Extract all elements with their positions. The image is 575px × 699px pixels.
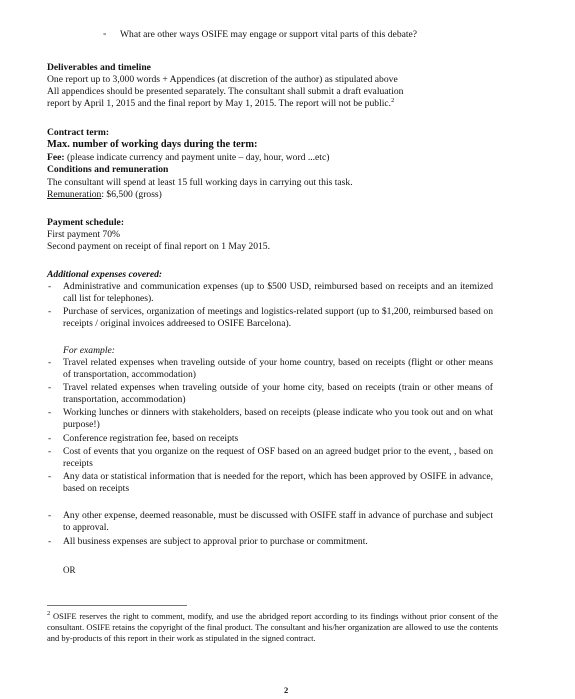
fee-line: Fee: (please indicate currency and payment unite – day, hour, word ...etc) [47, 152, 330, 163]
deliverables-line-2: All appendices should be presented separately. The consultant shall submit a draft evaluation [47, 86, 404, 97]
footnote: $^2$ OSIFE reserves the right to comment, modify, and use the abridged report according to its findings without prior consent of the consultant. OSIFE retains the copyright of the final product. The consultant and his/her organization are allowed to use the contents and by-products of this report in their work as stipulated in the signed contract. [47, 610, 498, 644]
contract-heading: Contract term: [47, 127, 110, 138]
list-item: - All business expenses are subject to approval prior to purchase or commitment. [48, 536, 368, 547]
conditions-heading: Conditions and remuneration [47, 164, 169, 175]
payment-second: Second payment on receipt of final report on 1 May 2015. [47, 241, 270, 252]
footnote-ref: 2 [391, 96, 395, 104]
list-item: - Working lunches or dinners with stakeholders, based on receipts (please indicate who you took out and on what purpose!) [48, 407, 493, 431]
example-label: For example: [63, 345, 115, 356]
circle-bullet-icon: ◦ [103, 29, 107, 40]
list-item: - Purchase of services, organization of meetings and logistics-related support (up to $1,200, reimbursed based on receipts / original invoices addreesed to OSIFE Barcelona). [48, 306, 493, 330]
expenses-heading: Additional expenses covered: [47, 269, 163, 280]
list-item: - Cost of events that you organize on the request of OSF based on an agreed budget prior to the event, , based on receipts [48, 446, 493, 470]
working-days-text: The consultant will spend at least 15 full working days in carrying out this task. [47, 177, 353, 188]
list-item: - Any other expense, deemed reasonable, must be discussed with OSIFE staff in advance of purchase and subject to approval. [48, 510, 493, 534]
question-text: What are other ways OSIFE may engage or support vital parts of this debate? [120, 29, 418, 40]
page-number: 2 [284, 685, 289, 695]
max-days-heading: Max. number of working days during the term: [47, 139, 258, 150]
list-item: - Travel related expenses when traveling outside of your home country, based on receipts (flight or other means of transportation, accommodation) [48, 357, 493, 381]
payment-first: First payment 70% [47, 229, 121, 240]
list-item: - Any data or statistical information that is needed for the report, which has been approved by OSIFE in advance, based on receipts [48, 471, 493, 495]
footnote-divider [47, 605, 187, 606]
list-item: - Conference registration fee, based on receipts [48, 433, 239, 444]
deliverables-line-1: One report up to 3,000 words + Appendices (at discretion of the author) as stipulated above [47, 74, 398, 85]
list-item: - Administrative and communication expenses (up to $500 USD, reimbursed based on receipts and an itemized call list for telephones). [48, 281, 493, 305]
or-text: OR [63, 565, 76, 575]
deliverables-heading: Deliverables and timeline [47, 62, 151, 73]
deliverables-line-3: report by April 1, 2015 and the final report by May 1, 2015. The report will not be public.$^2$ [47, 96, 395, 109]
payment-heading: Payment schedule: [47, 217, 125, 228]
list-item: - Travel related expenses when traveling outside of your home city, based on receipts (train or other means of transportation, accommodation) [48, 382, 493, 406]
remuneration-line: Remuneration: $6,500 (gross) [47, 189, 162, 200]
